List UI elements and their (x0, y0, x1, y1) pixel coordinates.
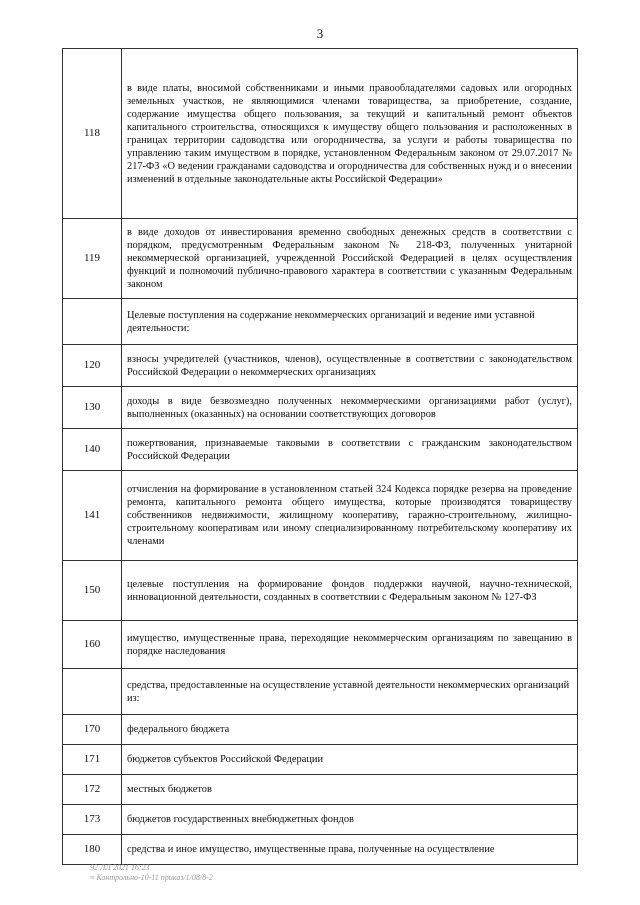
table-row (63, 745, 578, 775)
section-heading: Целевые поступления на содержание некоммерческих организаций и ведение ими уставной деятельности: (122, 299, 578, 345)
row-code: 140 (63, 429, 122, 471)
footer-line: 92 ЛЛ 2021 16:23 (90, 863, 150, 872)
row-code (63, 669, 122, 715)
row-description: доходы в виде безвозмездно полученных некоммерческими организациями работ (услуг), выполненных (оказанных) на основании соответствующих договоров (122, 387, 578, 429)
table-row (63, 805, 578, 835)
row-description: местных бюджетов (122, 775, 578, 805)
row-description: федерального бюджета (122, 715, 578, 745)
row-code: 120 (63, 345, 122, 387)
row-description: пожертвования, признаваемые таковыми в соответствии с гражданским законодательством Российской Федерации (122, 429, 578, 471)
row-code: 118 (63, 49, 122, 219)
row-description: отчисления на формирование в установленном статьей 324 Кодекса порядке резерва на проведение ремонта, капитального ремонта общего имущества, которые производятся товариществу собственников недвижимости, жилищному кооперативу, гаражно-строительному, жилищно-строительному кооперативам или иному специализированному потребительскому кооперативу их членами (122, 471, 578, 561)
row-description: целевые поступления на формирование фондов поддержки научной, научно-технической, инновационной деятельности, созданных в соответствии с Федеральным законом № 127-ФЗ (122, 561, 578, 621)
table-row (63, 669, 578, 715)
row-code: 170 (63, 715, 122, 745)
table-row (63, 471, 578, 561)
table-row (63, 715, 578, 745)
table-row (63, 775, 578, 805)
row-description: в виде доходов от инвестирования временно свободных денежных средств в соответствии с порядком, предусмотренным Федеральным законом № 218-ФЗ, полученных унитарной некоммерческой организацией, учрежденной Российской Федерацией в целях осуществления функций и полномочий публично-правового характера в соответствии с указанным Федеральным законом (122, 219, 578, 299)
row-code: 141 (63, 471, 122, 561)
income-codes-table (62, 48, 578, 865)
row-code (63, 299, 122, 345)
table-row (63, 429, 578, 471)
table-row (63, 299, 578, 345)
row-description: средства и иное имущество, имущественные права, полученные на осуществление (122, 835, 578, 865)
row-code: 150 (63, 561, 122, 621)
section-heading: средства, предоставленные на осуществление уставной деятельности некоммерческих организаций из: (122, 669, 578, 715)
table-row (63, 835, 578, 865)
row-code: 172 (63, 775, 122, 805)
document-footer (90, 863, 213, 883)
row-description: взносы учредителей (участников, членов), осуществленные в соответствии с законодательством Российской Федерации о некоммерческих организациях (122, 345, 578, 387)
row-code: 173 (63, 805, 122, 835)
row-code: 180 (63, 835, 122, 865)
row-description: бюджетов субъектов Российской Федерации (122, 745, 578, 775)
row-code: 130 (63, 387, 122, 429)
table-row (63, 561, 578, 621)
page-number: 3 (316, 26, 324, 41)
table-row (63, 219, 578, 299)
table-row (63, 621, 578, 669)
row-code: 119 (63, 219, 122, 299)
table-row (63, 49, 578, 219)
footer-line: ≈ Контрольно-10-11 приказ/1/08/8-2 (90, 873, 213, 882)
row-description: имущество, имущественные права, переходящие некоммерческим организациям по завещанию в порядке наследования (122, 621, 578, 669)
row-description: в виде платы, вносимой собственниками и иными правообладателями садовых или огородных земельных участков, не являющимися членами товарищества, за приобретение, создание, содержание имущества общего пользования, за текущий и капитальный ремонт объектов капитального строительства, относящихся к имуществу общего пользования и расположенных в границах территории садоводства или огородничества, за услуги и работы товарищества по управлению таким имуществом в порядке, установленном Федеральным законом от 29.07.2017 № 217-ФЗ «О ведении гражданами садоводства и огородничества для собственных нужд и о внесении изменений в отдельные законодательные акты Российской Федерации» (122, 49, 578, 219)
row-description: бюджетов государственных внебюджетных фондов (122, 805, 578, 835)
row-code: 160 (63, 621, 122, 669)
table-row (63, 345, 578, 387)
row-code: 171 (63, 745, 122, 775)
table-row (63, 387, 578, 429)
